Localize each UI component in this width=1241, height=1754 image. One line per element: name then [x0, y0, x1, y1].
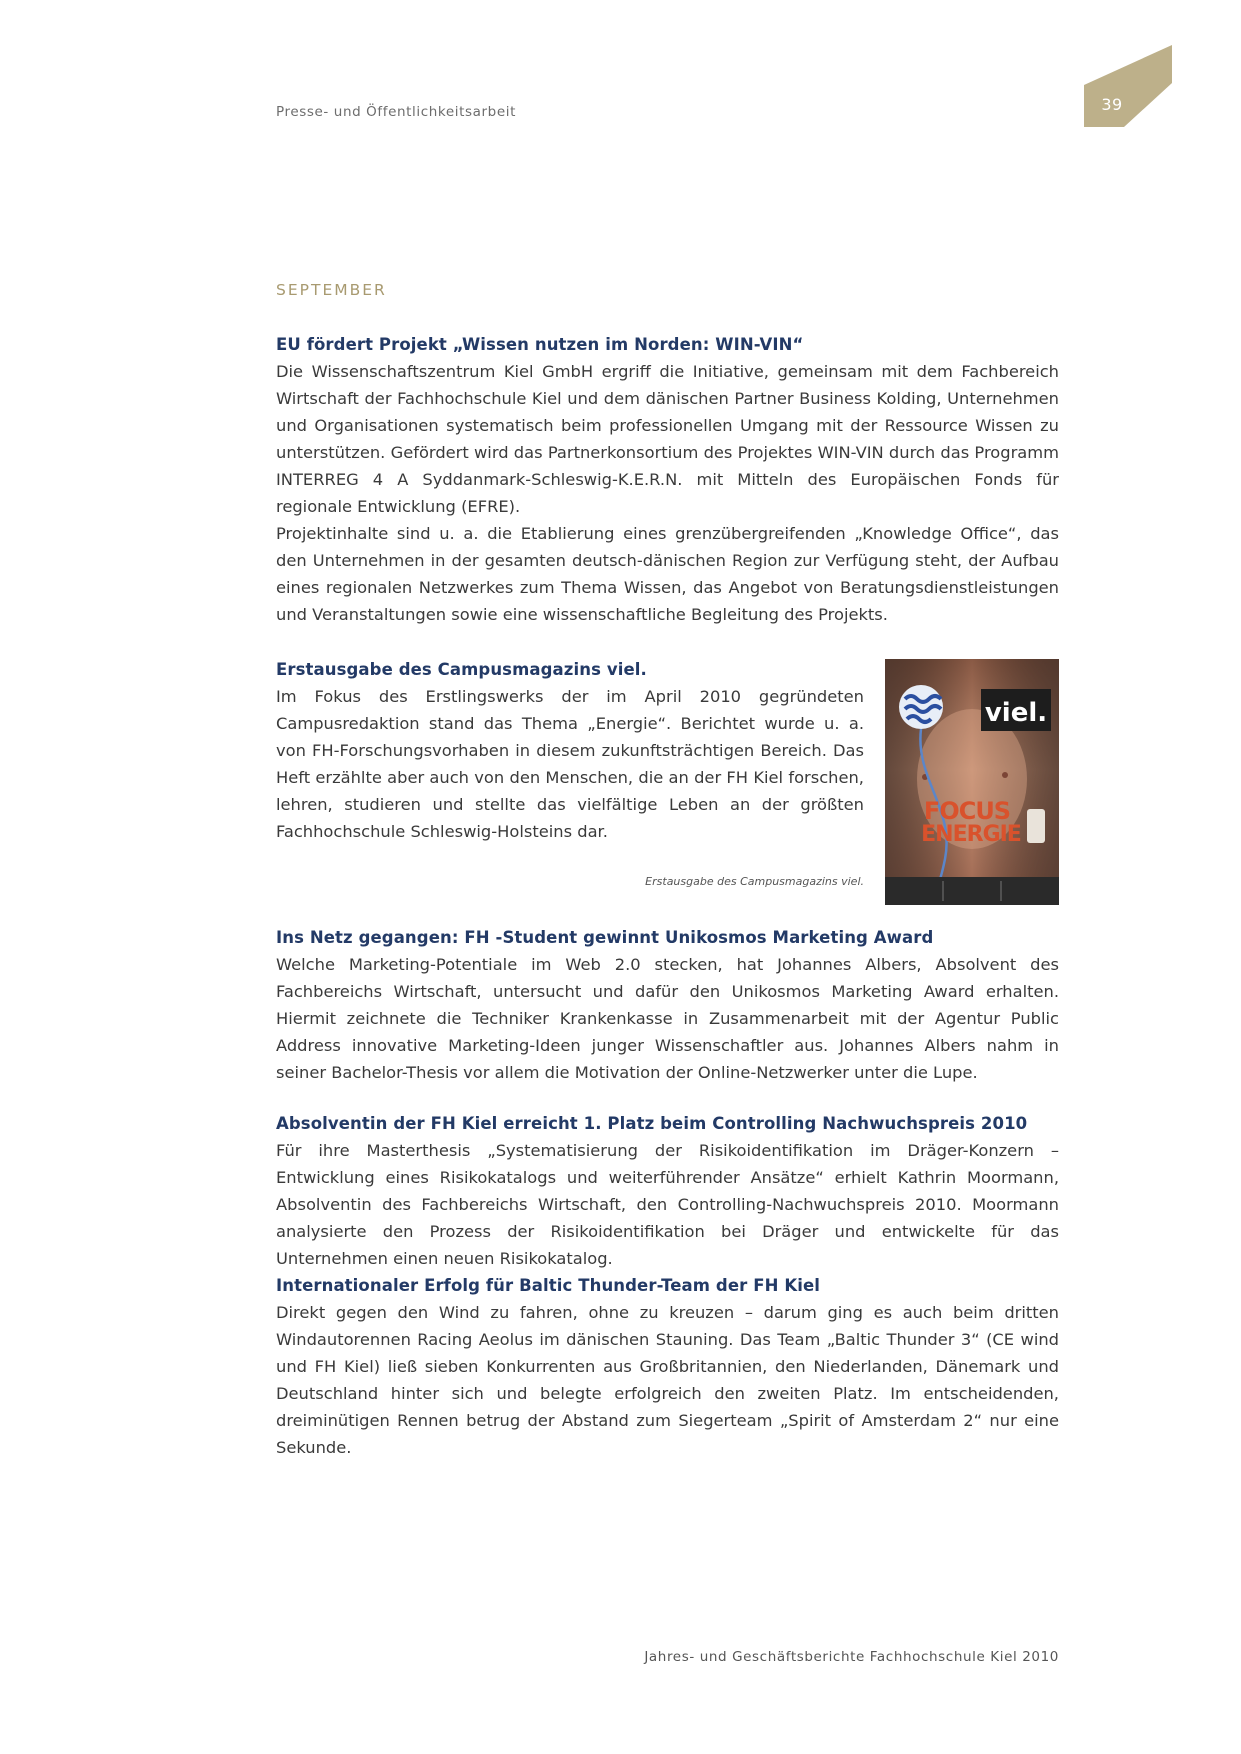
page-number-badge — [1084, 45, 1172, 127]
section-month: SEPTEMBER — [276, 281, 387, 299]
cover-fh-logo — [899, 685, 943, 729]
article-paragraph: Für ihre Masterthesis „Systematisierung der Risikoidentifikation im Dräger-Konzern – Entwicklung eines Risikokatalogs und weiterführender Ansätze“ erhielt Kathrin Moormann, Absolventin des Fachbereichs Wirtschaft, den Controlling-Nachwuchspreis 2010. Moormann analysierte den Prozess der Risikoidentifikation bei Dräger und entwickelte für das Unternehmen einen neuen Risikokatalog. — [276, 1141, 1059, 1268]
magazine-cover-image — [885, 659, 1059, 905]
page-footer: Jahres- und Geschäftsberichte Fachhochschule Kiel 2010 — [644, 1649, 1059, 1665]
article-paragraph: Projektinhalte sind u. a. die Etablierung eines grenzübergreifenden „Knowledge Office“, das den Unternehmen in der gesamten deutsch-dänischen Region zur Verfügung steht, der Aufbau eines regionalen Netzwerkes zum Thema Wissen, das Angebot von Beratungsdienstleistungen und Veranstaltungen sowie eine wissenschaftliche Begleitung des Projekts. — [276, 524, 1059, 624]
article-paragraph: Welche Marketing-Potentiale im Web 2.0 stecken, hat Johannes Albers, Absolvent des Fachbereichs Wirtschaft, untersucht und dafür den Unikosmos Marketing Award erhalten. Hiermit zeichnete die Techniker Krankenkasse in Zusammenarbeit mit der Agentur Public Address innovative Marketing-Ideen junger Wissenschaftler aus. Johannes Albers nahm in seiner Bachelor-Thesis vor allem die Motivation der Online-Netzwerker unter die Lupe. — [276, 955, 1059, 1082]
cover-bottom-strip — [885, 877, 1059, 905]
cover-nipple-right — [1002, 772, 1008, 778]
image-caption: Erstausgabe des Campusmagazins viel. — [645, 875, 864, 888]
running-head: Presse- und Öffentlichkeitsarbeit — [276, 104, 516, 120]
article-campus-magazine — [276, 656, 864, 845]
article-controlling-prize — [276, 1110, 1059, 1272]
article-baltic-thunder — [276, 1272, 1059, 1461]
article-title: Erstausgabe des Campusmagazins viel. — [276, 660, 647, 679]
article-title: Absolventin der FH Kiel erreicht 1. Platz beim Controlling Nachwuchspreis 2010 — [276, 1114, 1028, 1133]
article-title: EU fördert Projekt „Wissen nutzen im Norden: WIN-VIN“ — [276, 335, 804, 354]
cover-headline-1: FOCUS — [923, 797, 1011, 825]
cover-device — [1027, 809, 1045, 843]
article-paragraph: Im Fokus des Erstlingswerks der im April 2010 gegründeten Campusredaktion stand das Thema „Energie“. Berichtet wurde u. a. von FH-Forschungsvorhaben in diesem zukunftsträchtigen Bereich. Das Heft erzählte aber auch von den Menschen, die an der FH Kiel forschen, lehren, studieren und stellte das vielfältige Leben an der größten Fachhochschule Schleswig-Holsteins dar. — [276, 687, 864, 841]
article-title: Ins Netz gegangen: FH -Student gewinnt Unikosmos Marketing Award — [276, 928, 934, 947]
badge-shape — [1084, 45, 1172, 127]
article-paragraph: Direkt gegen den Wind zu fahren, ohne zu kreuzen – darum ging es auch beim dritten Windautorennen Racing Aeolus im dänischen Stauning. Das Team „Baltic Thunder 3“ (CE wind und FH Kiel) ließ sieben Konkurrenten aus Großbritannien, den Niederlanden, Dänemark und Deutschland hinter sich und belegte erfolgreich den zweiten Platz. Im entscheidenden, dreiminütigen Rennen betrug der Abstand zum Siegerteam „Spirit of Amsterdam 2“ nur eine Sekunde. — [276, 1303, 1059, 1457]
article-win-vin — [276, 331, 1059, 628]
article-paragraph: Die Wissenschaftszentrum Kiel GmbH ergriff die Initiative, gemeinsam mit dem Fachbereich Wirtschaft der Fachhochschule Kiel und dem dänischen Partner Business Kolding, Unternehmen und Organisationen systematisch beim professionellen Umgang mit der Ressource Wissen zu unterstützen. Gefördert wird das Partnerkonsortium des Projektes WIN-VIN durch das Programm INTERREG 4 A Syddanmark-Schleswig-K.E.R.N. mit Mitteln des Europäischen Fonds für regionale Entwicklung (EFRE). — [276, 362, 1059, 516]
article-marketing-award — [276, 924, 1059, 1086]
cover-logo-text: viel. — [984, 698, 1048, 728]
page-number: 39 — [1101, 95, 1123, 114]
cover-headline-2: ENERGIE — [921, 822, 1021, 847]
article-title: Internationaler Erfolg für Baltic Thunder-Team der FH Kiel — [276, 1276, 821, 1295]
